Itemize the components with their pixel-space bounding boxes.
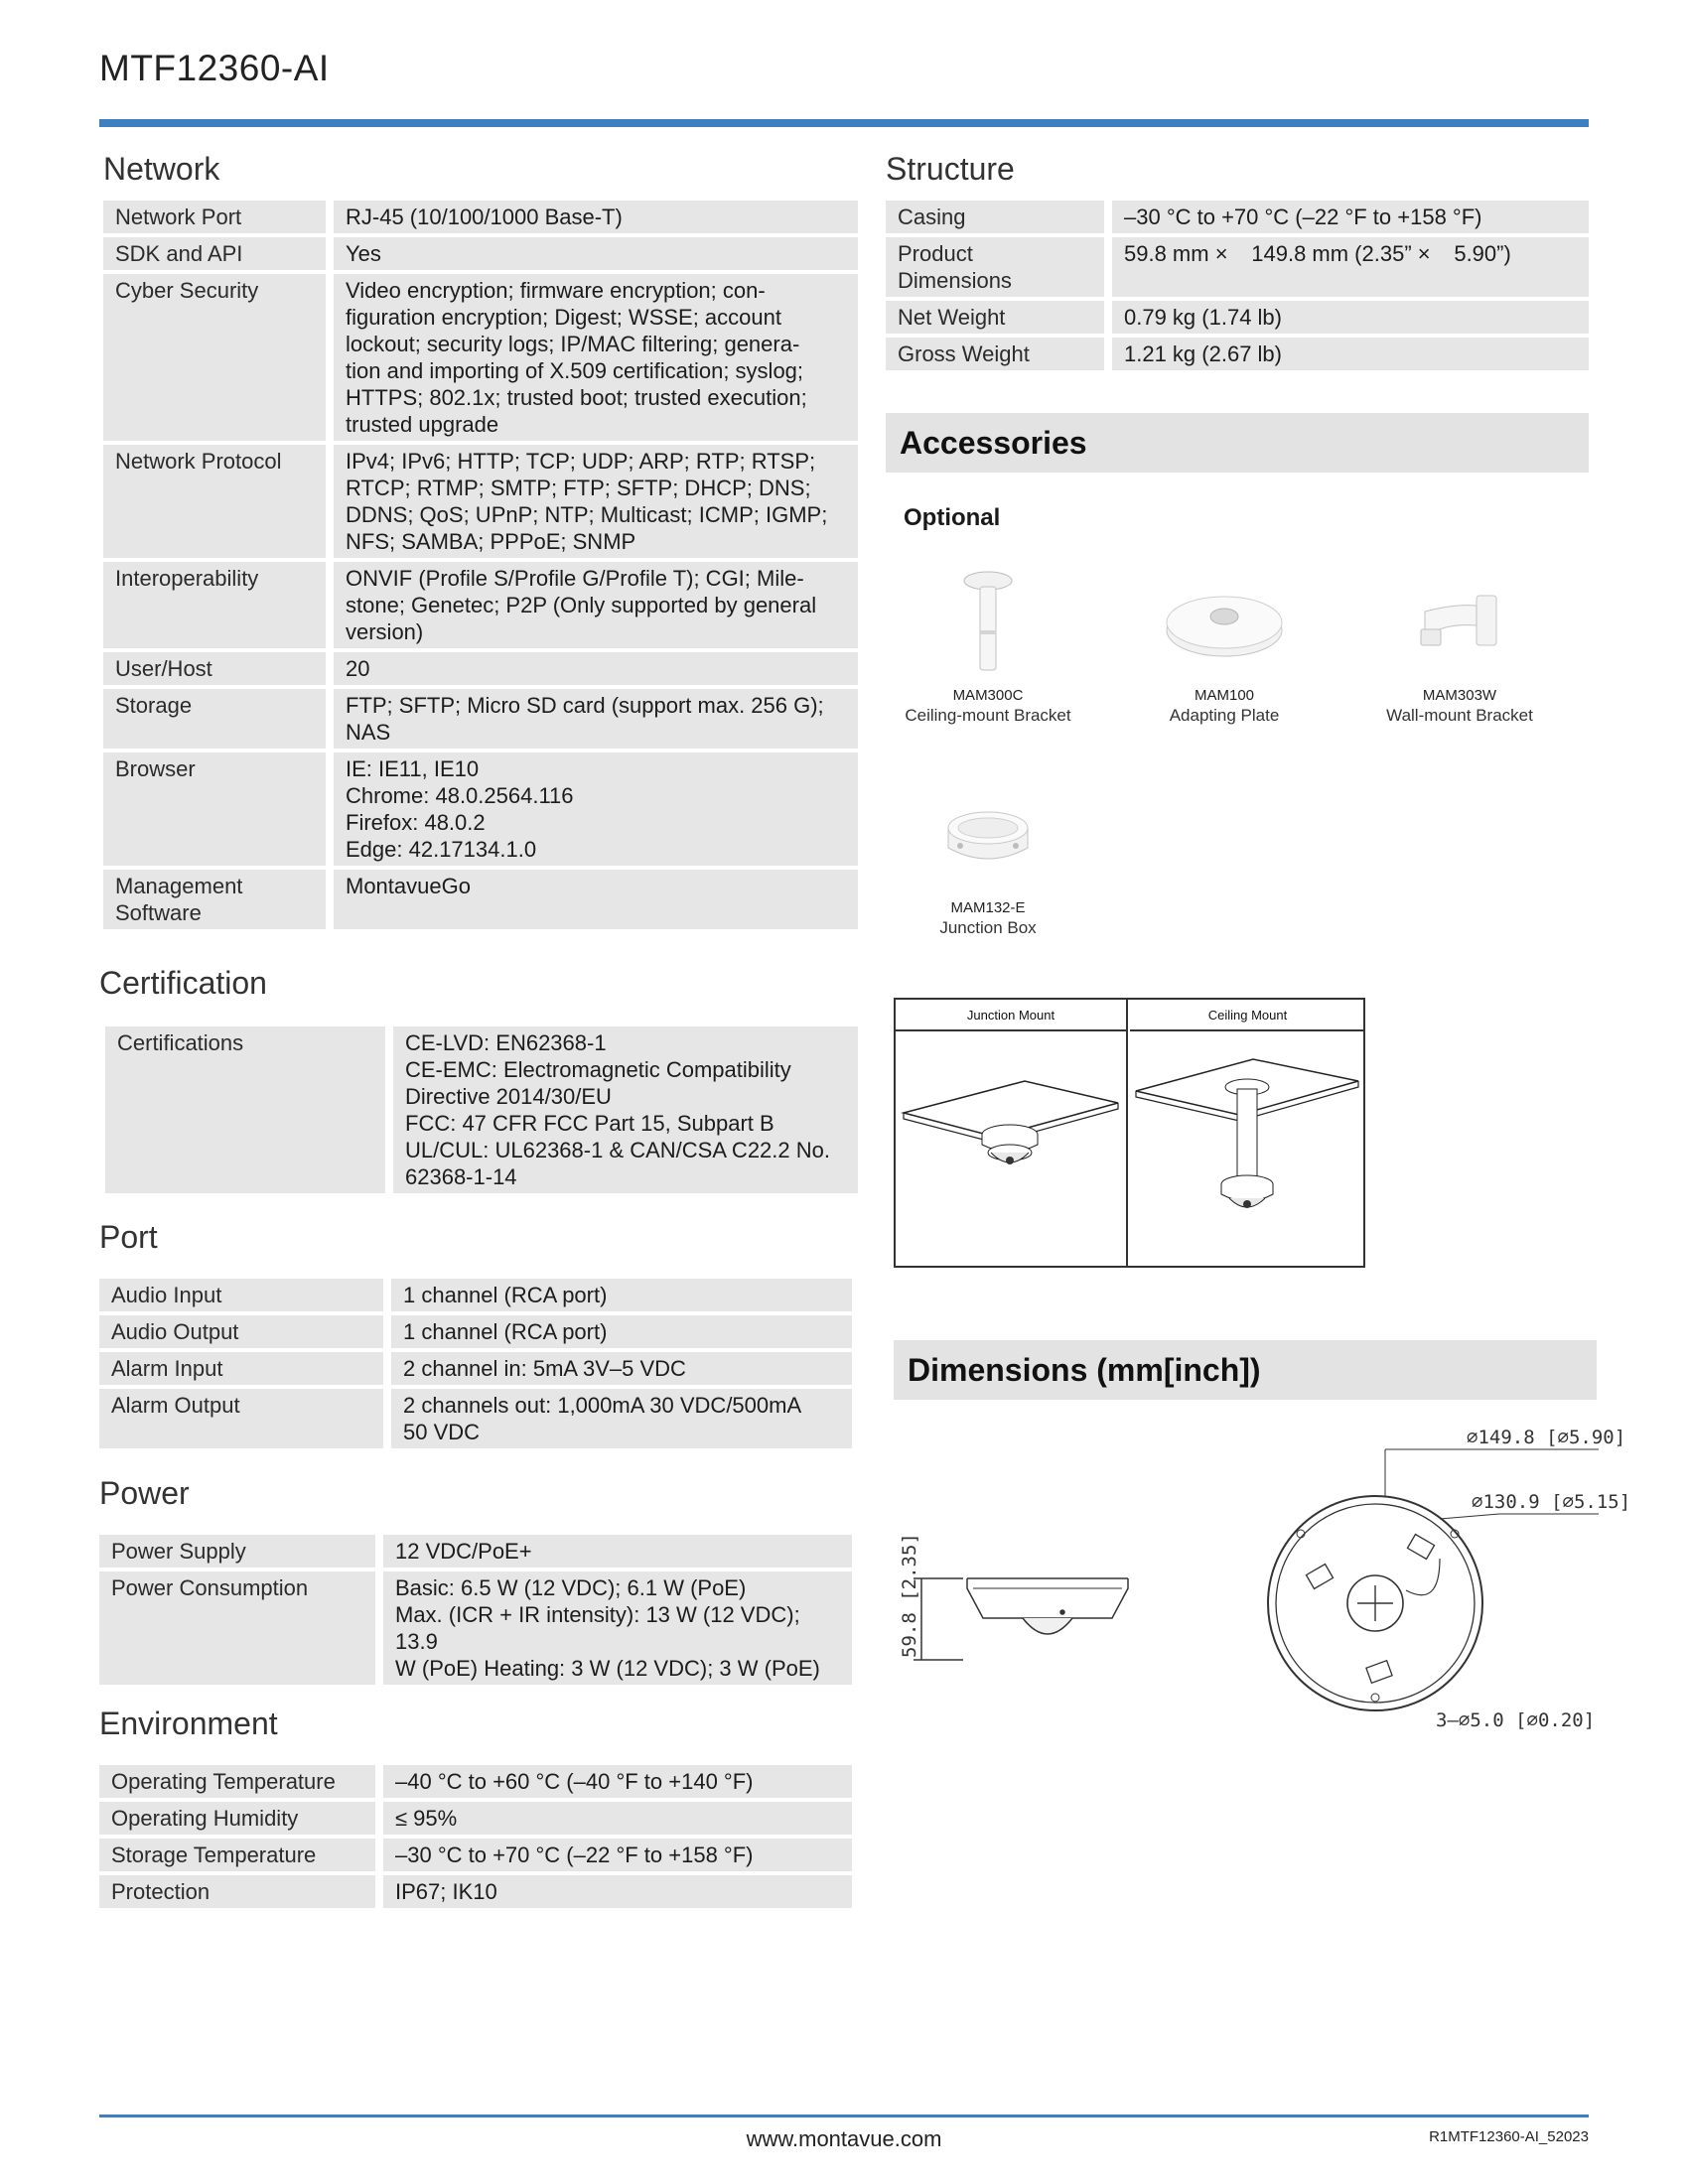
accessory-code: MAM132-E bbox=[950, 899, 1026, 916]
outer-diameter-label: ⌀149.8 [⌀5.90] bbox=[1467, 1427, 1626, 1448]
table-row bbox=[99, 1352, 852, 1385]
ceiling-bracket-icon bbox=[869, 566, 1107, 685]
mount-diagram bbox=[894, 998, 1365, 1268]
spec-label: Net Weight bbox=[886, 301, 1112, 334]
spec-value: Yes bbox=[334, 237, 858, 270]
dimensions-title: Dimensions (mm[inch]) bbox=[908, 1351, 1261, 1388]
spec-label: Product Dimensions bbox=[886, 237, 1112, 297]
network-section-title: Network bbox=[103, 151, 220, 187]
structure-table bbox=[886, 197, 1589, 374]
spec-label: Gross Weight bbox=[886, 338, 1112, 370]
junction-box-icon bbox=[869, 778, 1107, 897]
table-row bbox=[99, 1875, 852, 1908]
junction-mount-panel bbox=[896, 1000, 1128, 1266]
table-row bbox=[886, 301, 1589, 334]
accessory-item bbox=[1105, 566, 1343, 726]
accessory-name: Junction Box bbox=[939, 918, 1037, 937]
mount-holes-label: 3–⌀5.0 [⌀0.20] bbox=[1436, 1709, 1596, 1731]
spec-value: –30 °C to +70 °C (–22 °F to +158 °F) bbox=[1112, 201, 1589, 233]
spec-value: 1 channel (RCA port) bbox=[391, 1279, 852, 1311]
adapting-plate-icon bbox=[1105, 566, 1343, 685]
spec-label: Cyber Security bbox=[103, 274, 334, 441]
accessories-title: Accessories bbox=[900, 424, 1087, 461]
ceiling-mount-illustration bbox=[1130, 1033, 1365, 1268]
table-row bbox=[103, 237, 858, 270]
accessory-code: MAM100 bbox=[1194, 687, 1255, 704]
spec-value: IE: IE11, IE10 Chrome: 48.0.2564.116 Firefox: 48.0.2 Edge: 42.17134.1.0 bbox=[334, 752, 858, 866]
accessory-item bbox=[1340, 566, 1579, 726]
spec-label: User/Host bbox=[103, 652, 334, 685]
spec-value: –40 °C to +60 °C (–40 °F to +140 °F) bbox=[383, 1765, 852, 1798]
ceiling-mount-panel bbox=[1130, 1000, 1365, 1266]
spec-value: ≤ 95% bbox=[383, 1802, 852, 1835]
table-row bbox=[103, 274, 858, 441]
accessory-code: MAM300C bbox=[952, 687, 1024, 704]
accessory-name: Adapting Plate bbox=[1169, 706, 1280, 725]
spec-value: CE-LVD: EN62368-1 CE-EMC: Electromagnetic Compatibility Directive 2014/30/EU FCC: 47 CFR FCC Part 15, Subpart B UL/CUL: UL62368-1 & CAN/CSA C22.2 No. 62368-1-14 bbox=[393, 1026, 858, 1193]
spec-value: IPv4; IPv6; HTTP; TCP; UDP; ARP; RTP; RTSP; RTCP; RTMP; SMTP; FTP; SFTP; DHCP; DNS; DDNS; QoS; UPnP; NTP; Multicast; ICMP; IGMP; NFS; SAMBA; PPPoE; SNMP bbox=[334, 445, 858, 558]
table-row bbox=[99, 1279, 852, 1311]
spec-label: Interoperability bbox=[103, 562, 334, 648]
spec-label: Storage bbox=[103, 689, 334, 749]
spec-label: Protection bbox=[99, 1875, 383, 1908]
table-row bbox=[886, 201, 1589, 233]
table-row bbox=[103, 752, 858, 866]
port-section-title: Port bbox=[99, 1219, 158, 1255]
dimensions-banner bbox=[894, 1340, 1597, 1400]
table-row bbox=[99, 1571, 852, 1685]
table-row bbox=[99, 1802, 852, 1835]
spec-value: 2 channels out: 1,000mA 30 VDC/500mA 50 VDC bbox=[391, 1389, 852, 1448]
side-view bbox=[914, 1578, 1128, 1660]
accessory-name: Wall-mount Bracket bbox=[1386, 706, 1533, 725]
inner-diameter-label: ⌀130.9 [⌀5.15] bbox=[1472, 1491, 1631, 1513]
spec-label: Operating Humidity bbox=[99, 1802, 383, 1835]
spec-label: Operating Temperature bbox=[99, 1765, 383, 1798]
spec-label: Power Supply bbox=[99, 1535, 383, 1568]
spec-label: Storage Temperature bbox=[99, 1839, 383, 1871]
table-row bbox=[103, 445, 858, 558]
spec-value: 59.8 mm × 149.8 mm (2.35” × 5.90”) bbox=[1112, 237, 1589, 297]
table-row bbox=[105, 1026, 858, 1193]
spec-value: 0.79 kg (1.74 lb) bbox=[1112, 301, 1589, 334]
port-table bbox=[99, 1275, 852, 1452]
spec-value: IP67; IK10 bbox=[383, 1875, 852, 1908]
table-row bbox=[99, 1765, 852, 1798]
table-row bbox=[103, 201, 858, 233]
certification-section-title: Certification bbox=[99, 965, 267, 1001]
spec-label: Browser bbox=[103, 752, 334, 866]
spec-label: SDK and API bbox=[103, 237, 334, 270]
table-row bbox=[103, 652, 858, 685]
optional-label: Optional bbox=[904, 504, 1001, 531]
spec-label: Audio Output bbox=[99, 1315, 391, 1348]
table-row bbox=[103, 689, 858, 749]
spec-value: Basic: 6.5 W (12 VDC); 6.1 W (PoE) Max. (ICR + IR intensity): 13 W (12 VDC); 13.9 W (PoE) Heating: 3 W (12 VDC); 3 W (PoE) bbox=[383, 1571, 852, 1685]
accessory-code: MAM303W bbox=[1422, 687, 1497, 704]
spec-value: FTP; SFTP; Micro SD card (support max. 256 G); NAS bbox=[334, 689, 858, 749]
height-dimension: 59.8 [2.35] bbox=[899, 1533, 920, 1658]
environment-section-title: Environment bbox=[99, 1706, 278, 1741]
table-row bbox=[103, 562, 858, 648]
spec-label: Alarm Input bbox=[99, 1352, 391, 1385]
power-table bbox=[99, 1531, 852, 1689]
accessory-item bbox=[869, 566, 1107, 726]
spec-value: –30 °C to +70 °C (–22 °F to +158 °F) bbox=[383, 1839, 852, 1871]
spec-label: Power Consumption bbox=[99, 1571, 383, 1685]
top-view bbox=[1268, 1449, 1599, 1710]
spec-value: 2 channel in: 5mA 3V–5 VDC bbox=[391, 1352, 852, 1385]
dimensions-drawing bbox=[884, 1420, 1631, 1747]
accessories-banner bbox=[886, 413, 1589, 473]
footer-rule bbox=[99, 2115, 1589, 2117]
junction-mount-illustration bbox=[896, 1033, 1126, 1268]
accessory-item bbox=[869, 778, 1107, 938]
table-row bbox=[99, 1535, 852, 1568]
spec-label: Audio Input bbox=[99, 1279, 391, 1311]
spec-label: Alarm Output bbox=[99, 1389, 391, 1448]
network-table bbox=[103, 197, 858, 933]
spec-value: 1 channel (RCA port) bbox=[391, 1315, 852, 1348]
footer-code: R1MTF12360-AI_52023 bbox=[1429, 2128, 1589, 2145]
power-section-title: Power bbox=[99, 1475, 190, 1511]
page-title: MTF12360-AI bbox=[99, 48, 330, 88]
spec-value: Video encryption; firmware encryption; con- figuration encryption; Digest; WSSE; account lockout; security logs; IP/MAC filtering; genera- tion and importing of X.509 certification; syslog; HTTPS; 802.1x; trusted boot; trusted execution; trusted upgrade bbox=[334, 274, 858, 441]
spec-value: MontavueGo bbox=[334, 870, 858, 929]
spec-label: Network Protocol bbox=[103, 445, 334, 558]
spec-label: Network Port bbox=[103, 201, 334, 233]
spec-value: 20 bbox=[334, 652, 858, 685]
table-row bbox=[886, 237, 1589, 297]
table-row bbox=[99, 1839, 852, 1871]
footer-url[interactable]: www.montavue.com bbox=[746, 2126, 942, 2151]
spec-label: Casing bbox=[886, 201, 1112, 233]
spec-label: Certifications bbox=[105, 1026, 393, 1193]
spec-label: Management Software bbox=[103, 870, 334, 929]
accessory-name: Ceiling-mount Bracket bbox=[905, 706, 1071, 725]
spec-value: RJ-45 (10/100/1000 Base-T) bbox=[334, 201, 858, 233]
header-rule bbox=[99, 119, 1589, 127]
junction-mount-label: Junction Mount bbox=[896, 1000, 1126, 1031]
spec-value: 1.21 kg (2.67 lb) bbox=[1112, 338, 1589, 370]
table-row bbox=[886, 338, 1589, 370]
table-row bbox=[99, 1389, 852, 1448]
certification-table bbox=[105, 1023, 858, 1197]
ceiling-mount-label: Ceiling Mount bbox=[1130, 1000, 1365, 1031]
structure-section-title: Structure bbox=[886, 151, 1015, 187]
wall-bracket-icon bbox=[1340, 566, 1579, 685]
environment-table bbox=[99, 1761, 852, 1912]
spec-value: ONVIF (Profile S/Profile G/Profile T); CGI; Mile- stone; Genetec; P2P (Only supported by general version) bbox=[334, 562, 858, 648]
table-row bbox=[103, 870, 858, 929]
table-row bbox=[99, 1315, 852, 1348]
spec-value: 12 VDC/PoE+ bbox=[383, 1535, 852, 1568]
